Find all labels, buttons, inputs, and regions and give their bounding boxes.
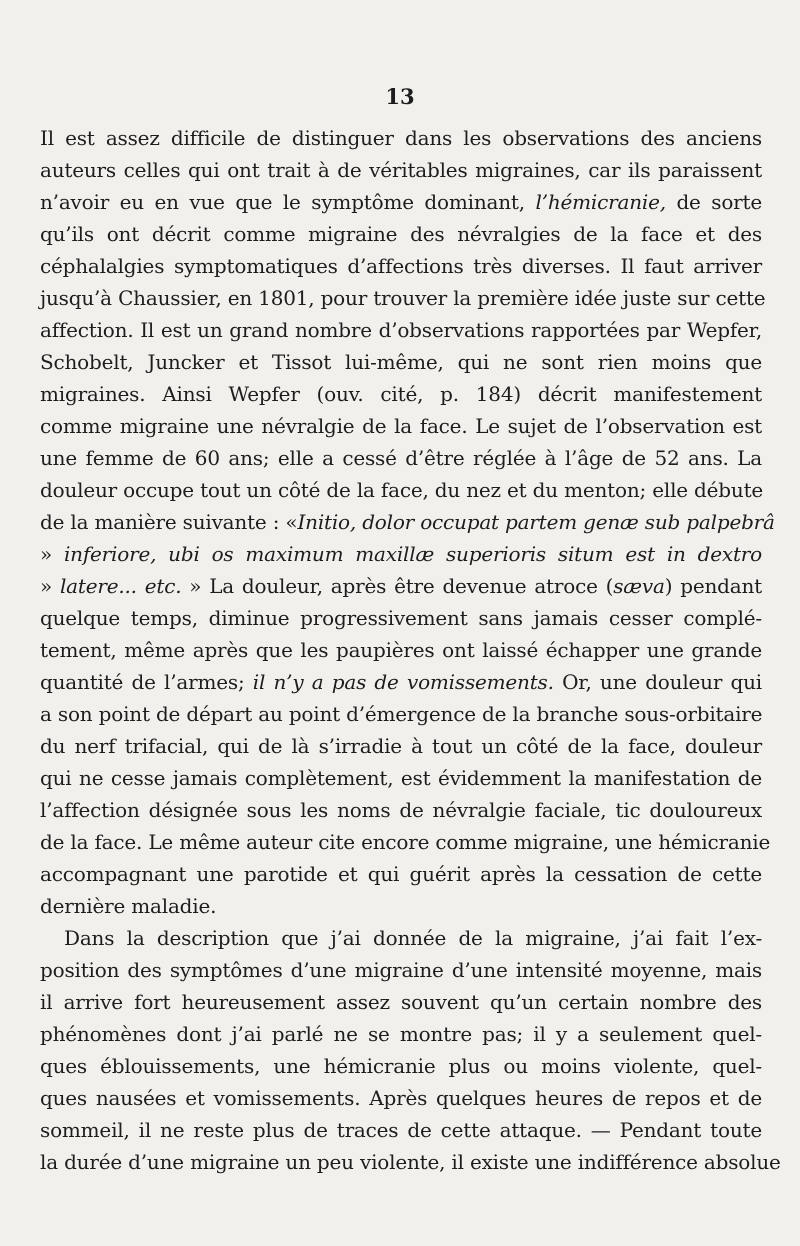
text-line: ques nausées et vomissements. Après quelques heures de repos et de — [40, 1086, 762, 1110]
text-line: qu’ils ont décrit comme migraine des névralgies de la face et des — [40, 222, 762, 246]
text-line: quantité de l’armes; il n’y a pas de vomissements. Or, une douleur qui — [40, 670, 762, 694]
text-line: sommeil, il ne reste plus de traces de cette attaque. — Pendant toute — [40, 1118, 762, 1142]
text-line: Schobelt, Juncker et Tissot lui-même, qui ne sont rien moins que — [40, 350, 762, 374]
text-line: jusqu’à Chaussier, en 1801, pour trouver la première idée juste sur cette — [40, 286, 766, 310]
page-number: 13 — [385, 84, 415, 109]
text-line: affection. Il est un grand nombre d’observations rapportées par Wepfer, — [40, 318, 762, 342]
text-line: phénomènes dont j’ai parlé ne se montre pas; il y a seulement quel- — [40, 1022, 762, 1046]
text-line: du nerf trifacial, qui de là s’irradie à tout un côté de la face, douleur — [40, 734, 762, 758]
text-line: une femme de 60 ans; elle a cessé d’être réglée à l’âge de 52 ans. La — [40, 446, 762, 470]
text-line: il arrive fort heureusement assez souvent qu’un certain nombre des — [40, 990, 762, 1014]
text-line: accompagnant une parotide et qui guérit après la cessation de cette — [40, 862, 762, 886]
text-line: position des symptômes d’une migraine d’une intensité moyenne, mais — [40, 958, 762, 982]
text-line: n’avoir eu en vue que le symptôme dominant, l’hémicranie, de sorte — [40, 190, 763, 214]
text-line: de la face. Le même auteur cite encore comme migraine, une hémicranie — [40, 830, 771, 854]
text-line: migraines. Ainsi Wepfer (ouv. cité, p. 184) décrit manifestement — [40, 382, 762, 406]
text-line: Il est assez difficile de distinguer dans les observations des anciens — [40, 126, 762, 150]
text-line: tement, même après que les paupières ont laissé échapper une grande — [40, 638, 762, 662]
text-line: dernière maladie. — [40, 894, 217, 918]
paragraph — [40, 922, 781, 1178]
text-line: » inferiore, ubi os maximum maxillæ superioris situm est in dextro — [40, 542, 762, 566]
text-line: quelque temps, diminue progressivement sans jamais cesser complé- — [40, 606, 762, 630]
text-line: de la manière suivante : «Initio, dolor occupat partem genæ sub palpebrâ — [40, 510, 775, 534]
text-line: l’affection désignée sous les noms de névralgie faciale, tic douloureux — [40, 798, 762, 822]
paragraph — [40, 122, 775, 922]
text-line: céphalalgies symptomatiques d’affections très diverses. Il faut arriver — [40, 254, 762, 278]
body-text — [40, 122, 781, 1178]
text-line: qui ne cesse jamais complètement, est évidemment la manifestation de — [40, 766, 762, 790]
text-line: » latere... etc. » La douleur, après être devenue atroce (sæva) pendant — [40, 574, 763, 598]
text-line: douleur occupe tout un côté de la face, du nez et du menton; elle débute — [40, 478, 764, 502]
text-line: comme migraine une névralgie de la face. Le sujet de l’observation est — [40, 414, 762, 438]
text-line: ques éblouissements, une hémicranie plus ou moins violente, quel- — [40, 1054, 762, 1078]
text-line: auteurs celles qui ont trait à de véritables migraines, car ils paraissent — [40, 158, 762, 182]
text-line: la durée d’une migraine un peu violente, il existe une indifférence absolue — [40, 1150, 781, 1174]
text-line: Dans la description que j’ai donnée de la migraine, j’ai fait l’ex- — [64, 926, 762, 950]
text-line: a son point de départ au point d’émergence de la branche sous-orbitaire — [40, 702, 763, 726]
